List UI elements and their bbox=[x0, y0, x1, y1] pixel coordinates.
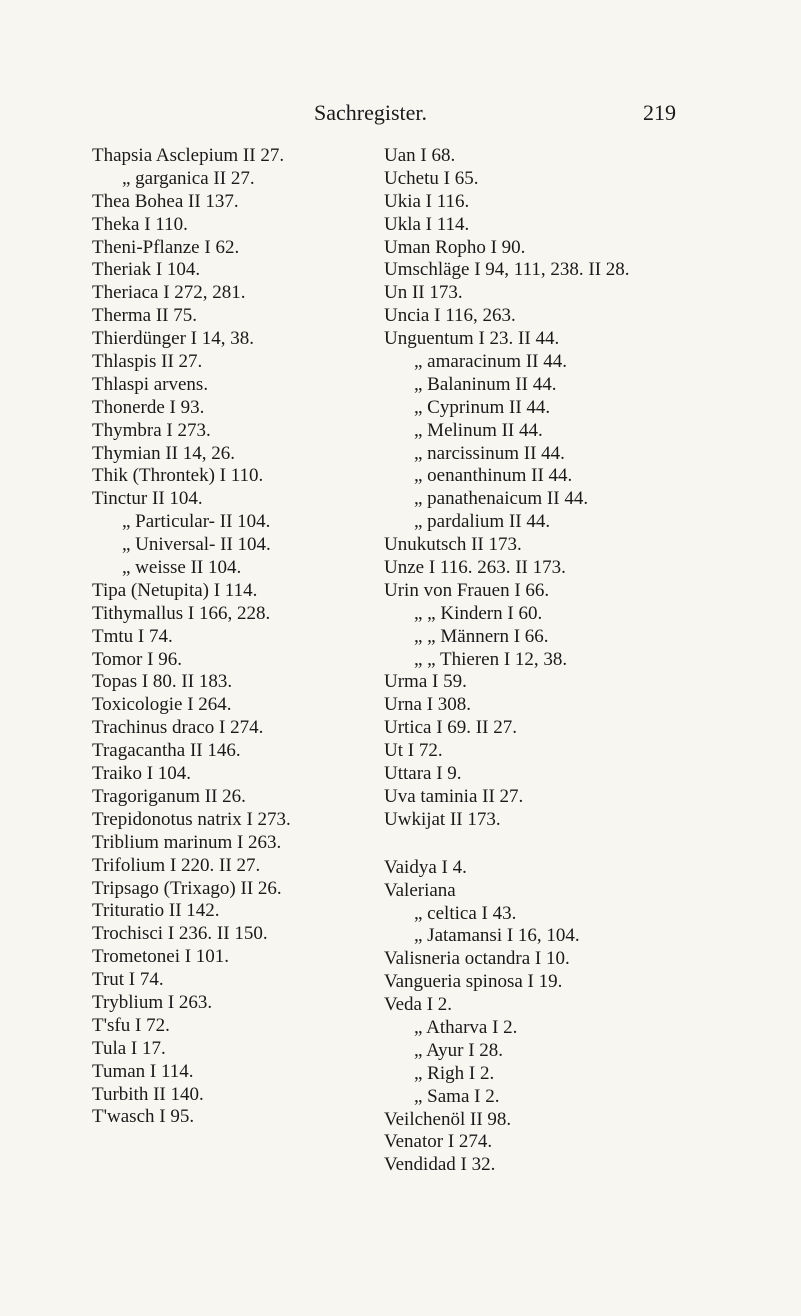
index-entry: Tryblium I 263. bbox=[92, 991, 213, 1013]
index-entry: „ Sama I 2. bbox=[414, 1085, 500, 1107]
index-entry: „ panathenaicum II 44. bbox=[414, 488, 589, 510]
running-title: Sachregister. bbox=[314, 100, 428, 125]
index-column-left bbox=[92, 145, 382, 1129]
index-entry: Vangueria spinosa I 19. bbox=[384, 971, 563, 993]
index-entry: Un II 173. bbox=[384, 282, 463, 304]
index-entry: „ narcissinum II 44. bbox=[414, 442, 565, 464]
index-entry: Ukia I 116. bbox=[384, 190, 470, 212]
index-entry: Thymian II 14, 26. bbox=[92, 442, 236, 464]
index-entry: Thymbra I 273. bbox=[92, 419, 211, 441]
index-entry: „ Particular- II 104. bbox=[122, 511, 271, 533]
index-entry: Urtica I 69. II 27. bbox=[384, 717, 517, 739]
index-entry: Valisneria octandra I 10. bbox=[384, 948, 570, 970]
index-entry: Uttara I 9. bbox=[384, 763, 462, 785]
index-entry: „ Melinum II 44. bbox=[414, 419, 543, 441]
index-entry: „ Righ I 2. bbox=[414, 1062, 495, 1084]
index-entry: Trachinus draco I 274. bbox=[92, 717, 264, 739]
index-entry: Thlaspis II 27. bbox=[92, 351, 203, 373]
index-entry: „ garganica II 27. bbox=[122, 167, 255, 189]
index-entry: „ pardalium II 44. bbox=[414, 511, 551, 533]
index-entry: Unguentum I 23. II 44. bbox=[384, 328, 560, 350]
index-entry: Venator I 274. bbox=[384, 1131, 493, 1153]
index-entry: Tithymallus I 166, 228. bbox=[92, 602, 271, 624]
index-entry: Thik (Throntek) I 110. bbox=[92, 465, 264, 487]
index-entry: Therma II 75. bbox=[92, 305, 197, 327]
index-entry: Unukutsch II 173. bbox=[384, 534, 522, 556]
index-entry: Uva taminia II 27. bbox=[384, 785, 524, 807]
index-entry: „ Universal- II 104. bbox=[122, 534, 271, 556]
index-entry: Urin von Frauen I 66. bbox=[384, 579, 550, 601]
index-entry: „ Atharva I 2. bbox=[414, 1016, 518, 1038]
index-entry: Veda I 2. bbox=[384, 994, 453, 1016]
index-entry: „ „ Thieren I 12, 38. bbox=[414, 648, 568, 670]
index-entry: Tragacantha II 146. bbox=[92, 740, 241, 762]
index-entry: Vendidad I 32. bbox=[384, 1154, 496, 1176]
index-entry: Veilchenöl II 98. bbox=[384, 1108, 512, 1130]
index-entry: Uwkijat II 173. bbox=[384, 808, 501, 830]
index-entry: Uan I 68. bbox=[384, 145, 456, 166]
index-entry: Ut I 72. bbox=[384, 740, 443, 762]
index-entry: Vaidya I 4. bbox=[384, 856, 467, 878]
index-entry: Trepidonotus natrix I 273. bbox=[92, 808, 291, 830]
index-entry: Toxicologie I 264. bbox=[92, 694, 232, 716]
index-entry: Thapsia Asclepium II 27. bbox=[92, 145, 285, 166]
index-entry: Theriak I 104. bbox=[92, 259, 201, 281]
index-entry: Theriaca I 272, 281. bbox=[92, 282, 246, 304]
index-entry: „ Jatamansi I 16, 104. bbox=[414, 925, 580, 947]
index-entry: „ Cyprinum II 44. bbox=[414, 396, 551, 418]
index-column-right bbox=[384, 145, 744, 1177]
index-entry: Thonerde I 93. bbox=[92, 396, 205, 418]
index-entry: Trifolium I 220. II 27. bbox=[92, 854, 261, 876]
index-entry: Uncia I 116, 263. bbox=[384, 305, 516, 327]
index-entry: Tripsago (Trixago) II 26. bbox=[92, 877, 282, 899]
index-entry: Theka I 110. bbox=[92, 213, 188, 235]
index-entry: Thlaspi arvens. bbox=[92, 373, 209, 395]
index-entry: T'sfu I 72. bbox=[92, 1014, 170, 1036]
index-entry: „ „ Kindern I 60. bbox=[414, 602, 543, 624]
index-entry: Tmtu I 74. bbox=[92, 625, 173, 647]
index-entry: Trometonei I 101. bbox=[92, 946, 230, 968]
index-entry: Topas I 80. II 183. bbox=[92, 671, 233, 693]
index-entry: „ weisse II 104. bbox=[122, 557, 242, 579]
index-entry: Thea Bohea II 137. bbox=[92, 190, 239, 212]
index-entry: Urma I 59. bbox=[384, 671, 467, 693]
index-entry: Traiko I 104. bbox=[92, 763, 192, 785]
index-entry: Tinctur II 104. bbox=[92, 488, 203, 510]
index-entry: Tragoriganum II 26. bbox=[92, 785, 246, 807]
index-entry: Umschläge I 94, 111, 238. II 28. bbox=[384, 259, 630, 281]
index-entry: Thierdünger I 14, 38. bbox=[92, 328, 254, 350]
index-entry: Ukla I 114. bbox=[384, 213, 470, 235]
index-entry: Triblium marinum I 263. bbox=[92, 831, 282, 853]
index-entry: Unze I 116. 263. II 173. bbox=[384, 557, 566, 579]
page-header bbox=[0, 100, 801, 130]
index-entry: „ oenanthinum II 44. bbox=[414, 465, 573, 487]
index-entry: „ „ Männern I 66. bbox=[414, 625, 549, 647]
index-entry: „ celtica I 43. bbox=[414, 902, 517, 924]
index-entry: Urna I 308. bbox=[384, 694, 472, 716]
index-entry: Tuman I 114. bbox=[92, 1060, 194, 1082]
index-entry: T'wasch I 95. bbox=[92, 1106, 195, 1128]
index-entry: Uchetu I 65. bbox=[384, 167, 479, 189]
index-entry: „ amaracinum II 44. bbox=[414, 351, 567, 373]
index-entry: Trochisci I 236. II 150. bbox=[92, 923, 268, 945]
index-entry: Uman Ropho I 90. bbox=[384, 236, 526, 258]
index-entry: „ Ayur I 28. bbox=[414, 1039, 504, 1061]
page-number: 219 bbox=[643, 100, 676, 125]
index-entry: Tula I 17. bbox=[92, 1037, 166, 1059]
index-entry: Tipa (Netupita) I 114. bbox=[92, 579, 258, 601]
index-entry: Valeriana bbox=[384, 879, 456, 901]
index-entry: Tomor I 96. bbox=[92, 648, 182, 670]
index-entry: Trituratio II 142. bbox=[92, 900, 220, 922]
index-entry: „ Balaninum II 44. bbox=[414, 373, 557, 395]
index-entry: Trut I 74. bbox=[92, 969, 164, 991]
index-entry: Theni-Pflanze I 62. bbox=[92, 236, 240, 258]
index-entry: Turbith II 140. bbox=[92, 1083, 204, 1105]
